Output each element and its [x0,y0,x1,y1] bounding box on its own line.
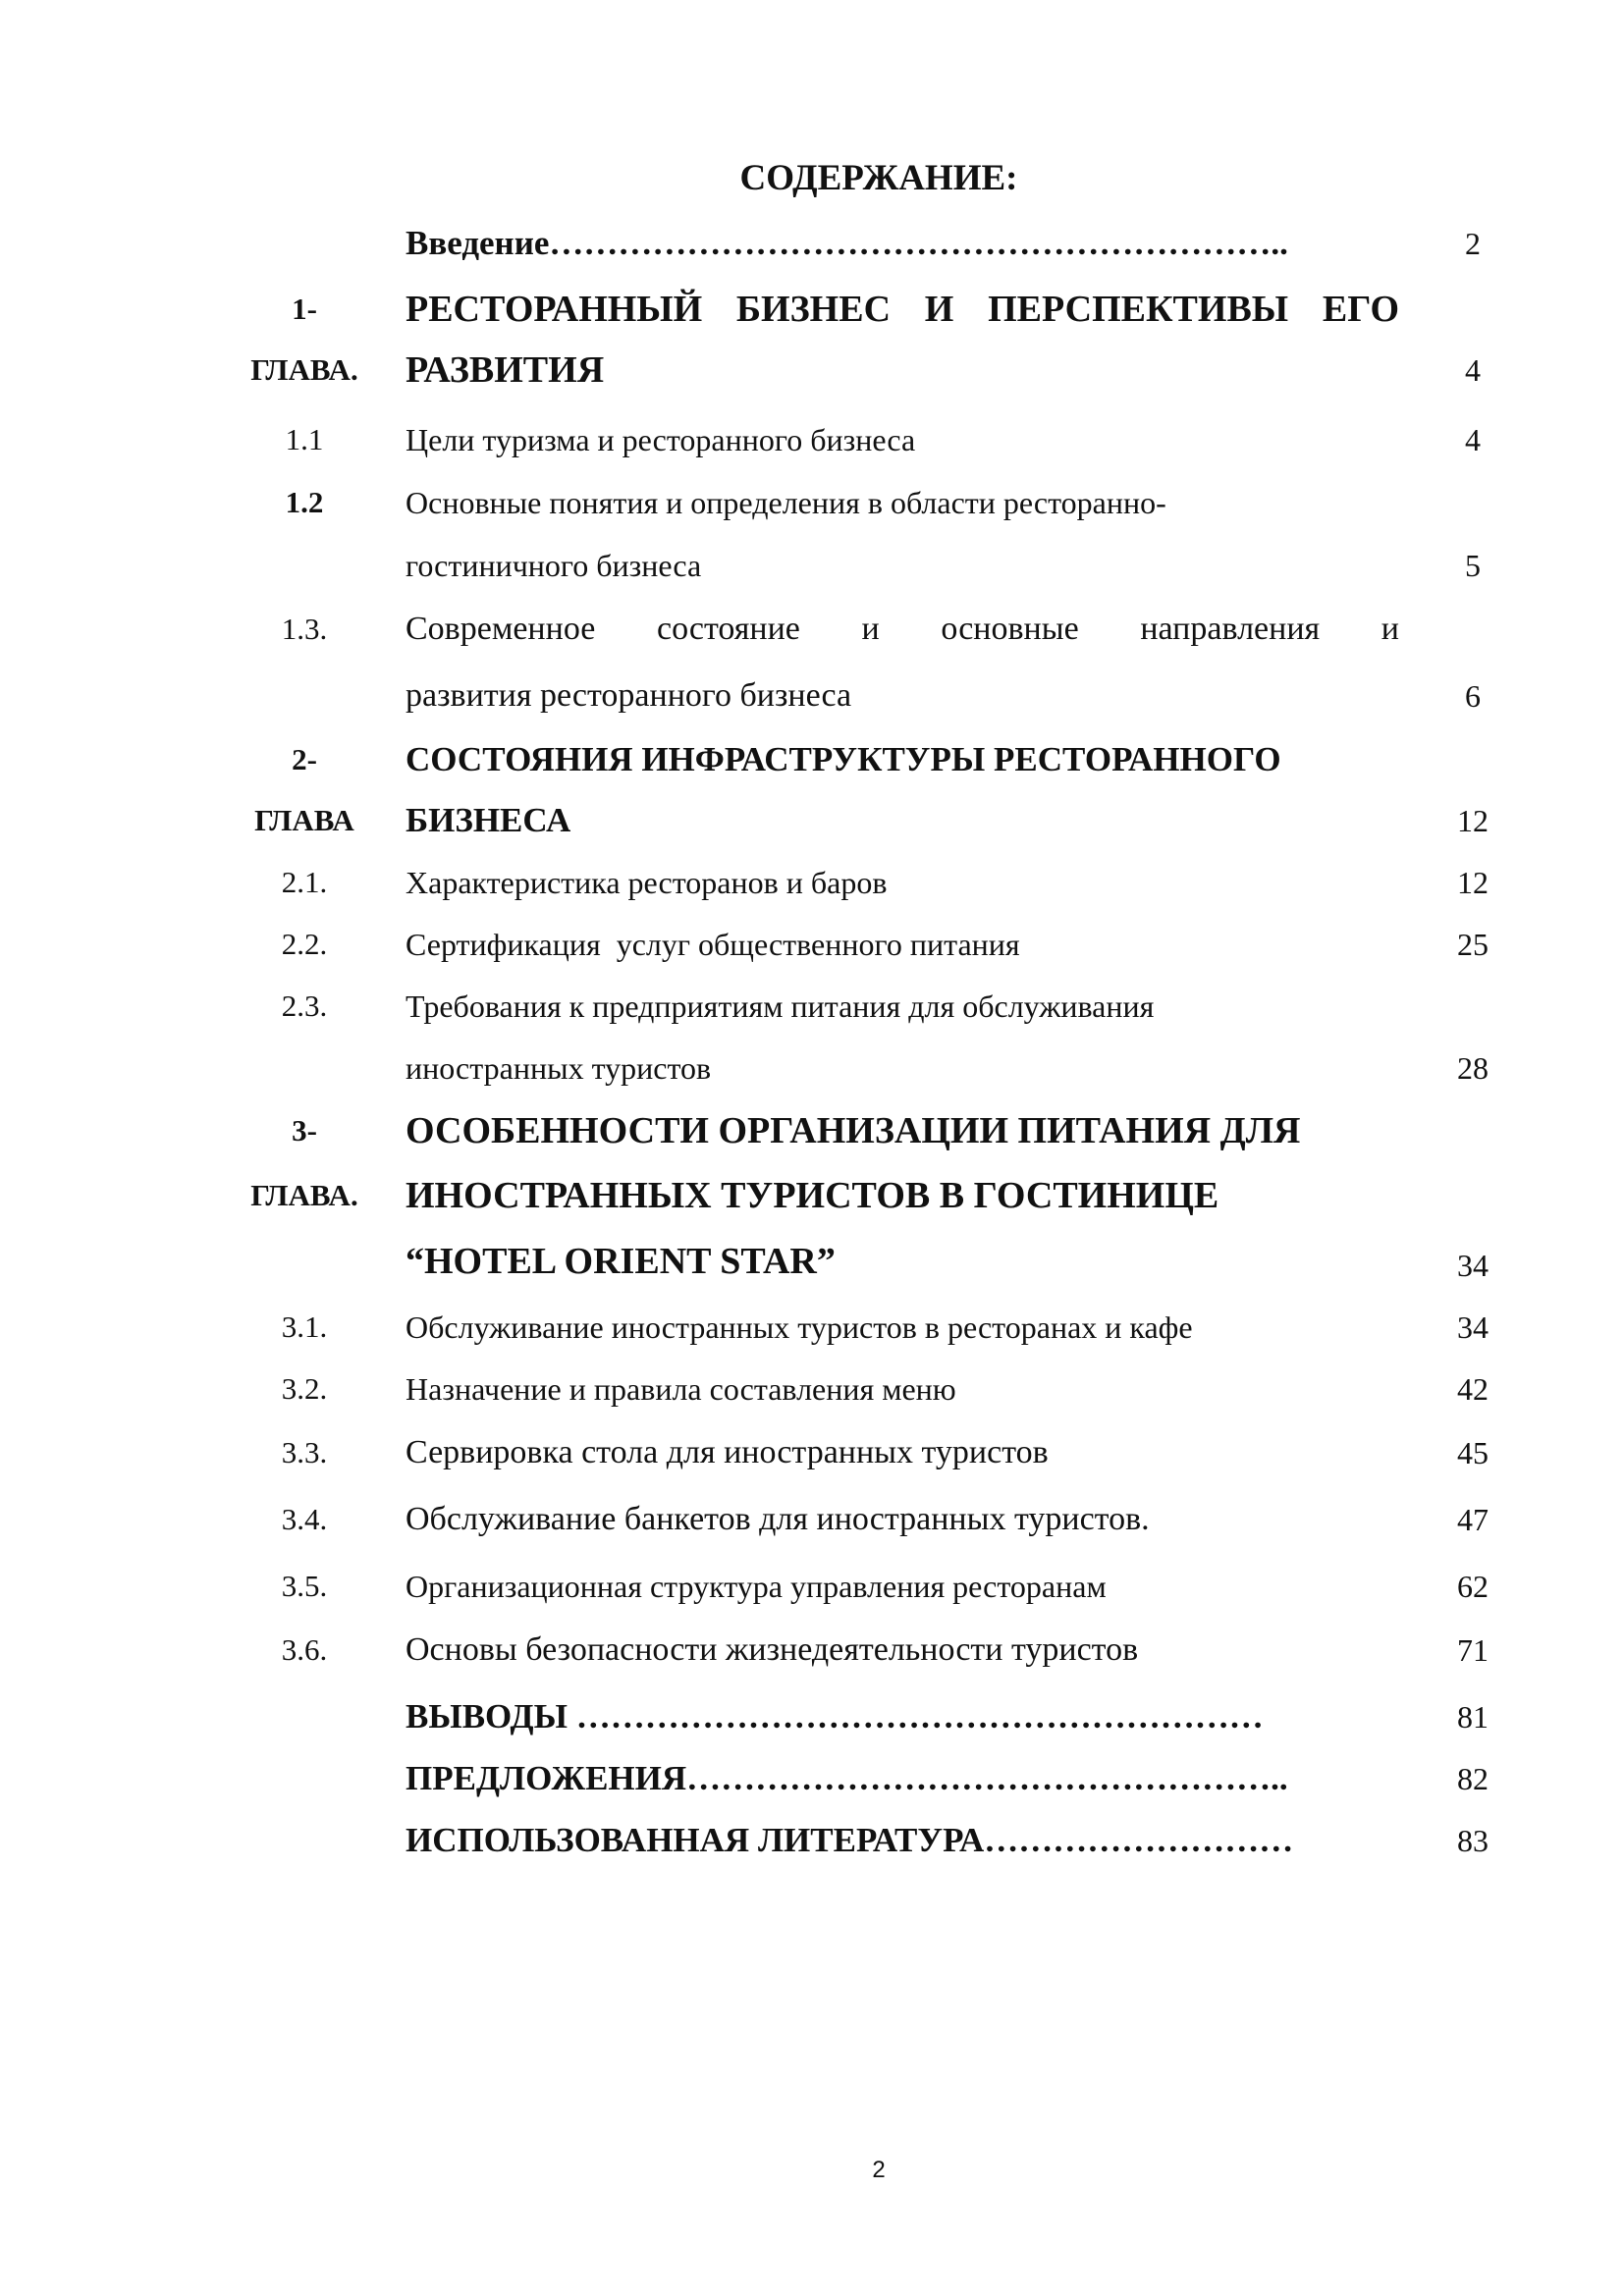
toc-section-title: Сертификация услуг общественного питания [406,927,1020,962]
toc-section-title: Основы безопасности жизнедеятельности туристов [406,1631,1139,1668]
toc-page-number: 12 [1457,865,1489,900]
toc-section-number: 2.1. [281,865,328,899]
footer-page-number: 2 [872,2157,886,2183]
toc-section-number: 3.2. [281,1371,328,1406]
toc-section-title: Назначение и правила составления меню [406,1371,956,1407]
toc-chapter-title-continued: ИНОСТРАННЫХ ТУРИСТОВ В ГОСТИНИЦЕ [406,1175,1219,1216]
toc-section-number: 3.4. [281,1502,328,1536]
toc-section-number: 3.5. [281,1569,328,1603]
toc-page-number: 5 [1465,548,1481,583]
toc-entry-text: ИСПОЛЬЗОВАННАЯ ЛИТЕРАТУРА……………………… [406,1821,1294,1859]
toc-page-number: 4 [1465,352,1481,388]
toc-page-number: 34 [1457,1248,1489,1283]
toc-page-number: 6 [1465,678,1481,714]
toc-chapter-title: ОСОБЕННОСТИ ОРГАНИЗАЦИИ ПИТАНИЯ ДЛЯ [406,1110,1301,1151]
toc-page-number: 12 [1457,803,1489,838]
toc-section-number: 1.2 [285,485,324,519]
toc-page-number: 45 [1457,1435,1489,1470]
toc-section-title: Обслуживание банкетов для иностранных туристов. [406,1501,1150,1537]
toc-chapter-title-continued: БИЗНЕСА [406,801,571,839]
toc-page-number: 34 [1457,1309,1489,1345]
toc-chapter-number: 2- [292,742,317,776]
toc-entry-text: ПРЕДЛОЖЕНИЯ…………………………………………….. [406,1759,1288,1797]
toc-page-number: 71 [1457,1632,1489,1668]
toc-chapter-label: ГЛАВА. [250,352,358,387]
toc-section-title: Сервировка стола для иностранных туристов [406,1434,1049,1470]
toc-page-number: 2 [1465,226,1481,261]
toc-title: СОДЕРЖАНИЕ: [739,158,1018,198]
toc-page-number: 4 [1465,422,1481,457]
toc-page-number: 83 [1457,1823,1489,1858]
toc-section-number: 1.3. [281,612,328,646]
toc-page-number: 81 [1457,1699,1489,1735]
toc-chapter-title: СОСТОЯНИЯ ИНФРАСТРУКТУРЫ РЕСТОРАННОГО [406,740,1281,778]
toc-section-title: Современное состояние и основные направления и [406,611,1399,647]
toc-page-number: 25 [1457,927,1489,962]
toc-section-title: Организационная структура управления ресторанам [406,1569,1107,1604]
toc-section-number: 3.3. [281,1435,328,1469]
toc-chapter-title: РЕСТОРАННЫЙ БИЗНЕС И ПЕРСПЕКТИВЫ ЕГО [406,289,1399,330]
toc-section-title: Требования к предприятиям питания для обслуживания [406,988,1155,1024]
toc-chapter-title-continued: РАЗВИТИЯ [406,349,605,391]
toc-chapter-label: ГЛАВА. [250,1178,358,1212]
toc-section-title: Цели туризма и ресторанного бизнеса [406,422,916,457]
toc-entry-text: ВЫВОДЫ …………………………………………………… [406,1697,1264,1735]
toc-entry-text: Введение……………………………………………………….. [406,224,1288,262]
toc-section-number: 3.6. [281,1632,328,1667]
toc-page-number: 42 [1457,1371,1489,1407]
toc-chapter-number: 1- [292,292,317,326]
toc-section-title: Основные понятия и определения в области ресторанно- [406,485,1166,520]
toc-section-title-continued: развития ресторанного бизнеса [406,677,852,714]
toc-section-number: 2.3. [281,988,328,1023]
toc-page-number: 47 [1457,1502,1489,1537]
toc-section-number: 1.1 [285,422,324,456]
toc-chapter-title-continued: “HOTEL ORIENT STAR” [406,1241,836,1282]
toc-section-title: Обслуживание иностранных туристов в ресторанах и кафе [406,1309,1193,1345]
toc-page-number: 82 [1457,1761,1489,1796]
toc-chapter-number: 3- [292,1113,317,1148]
toc-page-number: 62 [1457,1569,1489,1604]
toc-section-number: 2.2. [281,927,328,961]
toc-section-title: Характеристика ресторанов и баров [406,865,888,900]
toc-section-number: 3.1. [281,1309,328,1344]
toc-section-title-continued: гостиничного бизнеса [406,548,702,583]
toc-chapter-label: ГЛАВА [254,803,354,837]
toc-section-title-continued: иностранных туристов [406,1050,712,1086]
toc-page-number: 28 [1457,1050,1489,1086]
